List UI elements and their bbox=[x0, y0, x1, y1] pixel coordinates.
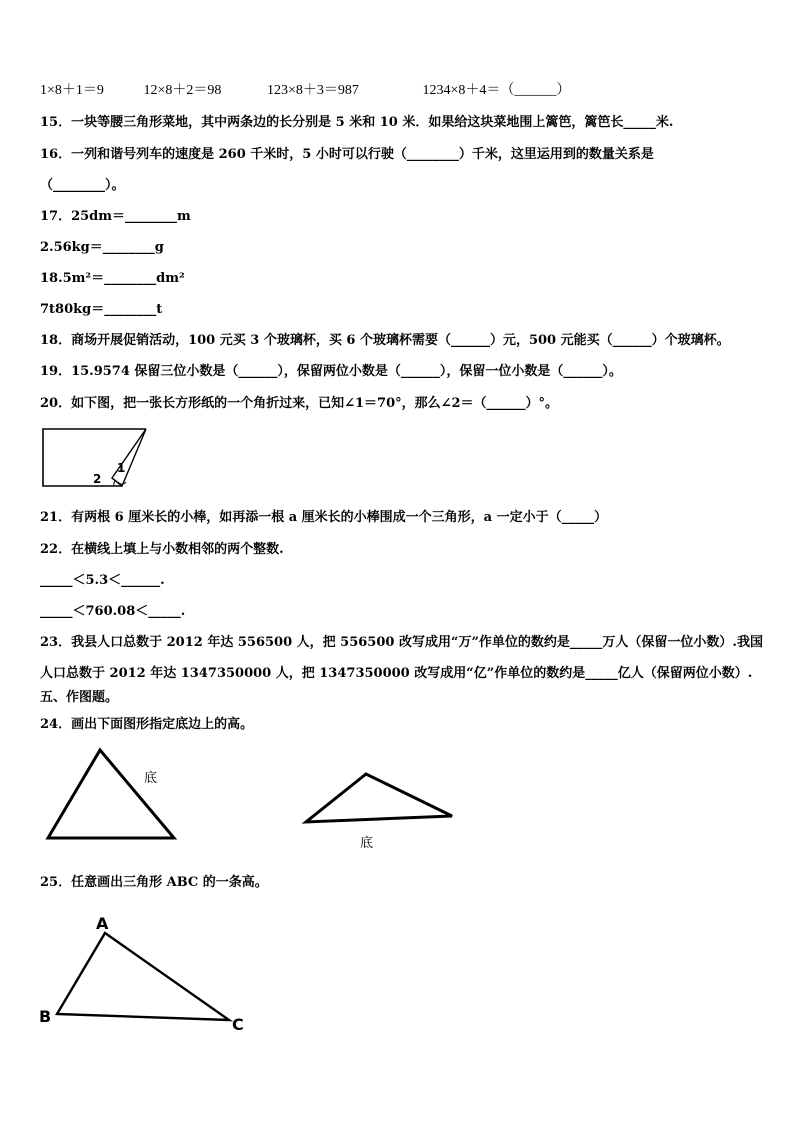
angle-label-1: 1 bbox=[117, 461, 126, 475]
q14-eq1: 1×8＋1＝9 bbox=[40, 83, 104, 98]
vertex-label-b: B bbox=[39, 1007, 52, 1026]
q22-row1: _____＜5.3＜______. bbox=[40, 573, 165, 588]
folded-corner bbox=[112, 429, 146, 486]
section-5-heading: 五、作图题。 bbox=[40, 690, 119, 705]
vertex-label-a: A bbox=[96, 914, 109, 933]
q14-eq2: 12×8＋2＝98 bbox=[143, 83, 222, 98]
triangle-2 bbox=[306, 774, 452, 822]
q21-text: 21．有两根 6 厘米长的小棒，如再添一根 a 厘米长的小棒围成一个三角形，a 一定小于（_____） bbox=[40, 510, 608, 525]
triangle-1 bbox=[48, 750, 174, 838]
q25-triangle-abc-figure bbox=[36, 908, 252, 1036]
q25-text: 25．任意画出三角形 ABC 的一条高。 bbox=[40, 875, 268, 890]
q17-d: 7t80kg＝________t bbox=[40, 302, 163, 317]
q15-text: 15．一块等腰三角形菜地，其中两条边的长分别是 5 米和 10 米．如果给这块菜地围上篱笆，篱笆长_____米. bbox=[40, 115, 674, 130]
triangle-abc bbox=[57, 933, 229, 1020]
q22-row2: _____＜760.08＜_____. bbox=[40, 604, 186, 619]
q17-b: 2.56kg＝________g bbox=[40, 240, 164, 255]
q18-text: 18．商场开展促销活动，100 元买 3 个玻璃杯，买 6 个玻璃杯需要（______）元，500 元能买（______）个玻璃杯。 bbox=[40, 333, 730, 348]
q17-a: 17．25dm＝________m bbox=[40, 209, 191, 224]
q14-eq3: 123×8＋3＝987 bbox=[267, 83, 359, 98]
triangle-1-base-label: 底 bbox=[144, 771, 158, 786]
q16-line1: 16．一列和谐号列车的速度是 260 千米时，5 小时可以行驶（________）千米，这里运用到的数量关系是 bbox=[40, 147, 654, 162]
q20-folded-rectangle-figure bbox=[40, 424, 152, 490]
triangle-2-base-label: 底 bbox=[360, 836, 374, 851]
q24-triangle-2-figure bbox=[300, 768, 460, 854]
angle-arc-2 bbox=[114, 480, 116, 486]
q20-text: 20．如下图，把一张长方形纸的一个角折过来，已知∠1＝70°，那么∠2＝（______）°。 bbox=[40, 396, 559, 411]
q23-line2: 人口总数于 2012 年达 1347350000 人，把 1347350000 改写成用“亿”作单位的数约是_____亿人（保留两位小数）. bbox=[40, 666, 753, 681]
q23-line1: 23．我县人口总数于 2012 年达 556500 人，把 556500 改写成用“万”作单位的数约是_____万人（保留一位小数）.我国 bbox=[40, 635, 763, 650]
q22-text: 22．在横线上填上与小数相邻的两个整数. bbox=[40, 542, 284, 557]
q16-line2: （________）。 bbox=[40, 178, 125, 193]
q19-text: 19．15.9574 保留三位小数是（______），保留两位小数是（______），保留一位小数是（______）。 bbox=[40, 364, 622, 379]
q24-text: 24．画出下面图形指定底边上的高。 bbox=[40, 717, 254, 732]
q14-equations bbox=[40, 82, 570, 100]
q14-eq4: 1234×8＋4＝（______） bbox=[422, 83, 571, 98]
q17-c: 18.5m²＝________dm² bbox=[40, 271, 185, 286]
vertex-label-c: C bbox=[232, 1015, 244, 1034]
q24-triangle-1-figure bbox=[40, 744, 190, 844]
angle-label-2: 2 bbox=[93, 472, 102, 486]
